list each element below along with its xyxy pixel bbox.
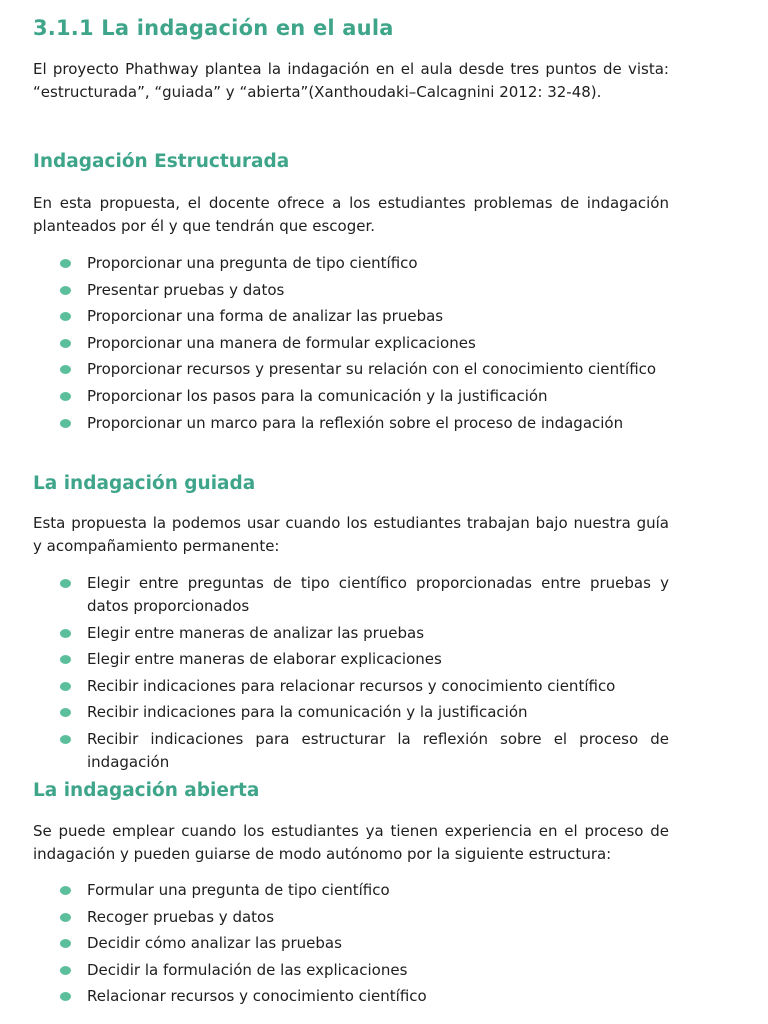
bullet-dot-icon: [60, 735, 71, 744]
list-item: Proporcionar recursos y presentar su relación con el conocimiento científico: [33, 358, 669, 381]
bullet-dot-icon: [60, 682, 71, 691]
list-item: Elegir entre maneras de analizar las pruebas: [33, 622, 669, 645]
bullet-dot-icon: [60, 579, 71, 588]
bullet-dot-icon: [60, 365, 71, 374]
bullet-dot-icon: [60, 992, 71, 1001]
list-item: Recibir indicaciones para estructurar la reflexión sobre el proceso de indagación: [33, 728, 669, 774]
bullet-dot-icon: [60, 312, 71, 321]
list-item: Elegir entre maneras de elaborar explicaciones: [33, 648, 669, 671]
section-heading-estructurada: Indagación Estructurada: [33, 151, 290, 172]
list-item: Recoger pruebas y datos: [33, 906, 669, 929]
bullet-list-abierta: [33, 879, 669, 1012]
section-description-abierta: Se puede emplear cuando los estudiantes ya tienen experiencia en el proceso de indagación y pueden guiarse de modo autónomo por la siguiente estructura:: [33, 822, 669, 863]
bullet-dot-icon: [60, 939, 71, 948]
bullet-dot-icon: [60, 259, 71, 268]
list-item: Proporcionar una forma de analizar las pruebas: [33, 305, 669, 328]
list-item: Recibir indicaciones para relacionar recursos y conocimiento científico: [33, 675, 669, 698]
list-item: Formular una pregunta de tipo científico: [33, 879, 669, 902]
section-description-guiada: Esta propuesta la podemos usar cuando los estudiantes trabajan bajo nuestra guía y acompañamiento permanente:: [33, 514, 669, 555]
bullet-list-estructurada: [33, 252, 669, 438]
list-item: Proporcionar un marco para la reflexión sobre el proceso de indagación: [33, 412, 669, 435]
bullet-list-guiada: [33, 572, 669, 778]
bullet-dot-icon: [60, 708, 71, 717]
list-item: Relacionar recursos y conocimiento científico: [33, 985, 669, 1008]
section-description-estructurada: En esta propuesta, el docente ofrece a los estudiantes problemas de indagación planteados por él y que tendrán que escoger.: [33, 194, 669, 235]
section-heading-guiada: La indagación guiada: [33, 473, 256, 494]
bullet-dot-icon: [60, 655, 71, 664]
page-title: 3.1.1 La indagación en el aula: [33, 16, 394, 40]
list-item: Decidir la formulación de las explicaciones: [33, 959, 669, 982]
list-item: Decidir cómo analizar las pruebas: [33, 932, 669, 955]
list-item: Presentar pruebas y datos: [33, 279, 669, 302]
bullet-dot-icon: [60, 913, 71, 922]
list-item: Proporcionar una manera de formular explicaciones: [33, 332, 669, 355]
bullet-dot-icon: [60, 886, 71, 895]
section-heading-abierta: La indagación abierta: [33, 780, 260, 801]
intro-paragraph: El proyecto Phathway plantea la indagación en el aula desde tres puntos de vista: “estructurada”, “guiada” y “abierta”(Xanthoudaki–Calcagnini 2012: 32-48).: [33, 60, 669, 101]
list-item: Recibir indicaciones para la comunicación y la justificación: [33, 701, 669, 724]
bullet-dot-icon: [60, 286, 71, 295]
list-item: Proporcionar los pasos para la comunicación y la justificación: [33, 385, 669, 408]
bullet-dot-icon: [60, 966, 71, 975]
bullet-dot-icon: [60, 419, 71, 428]
list-item: Proporcionar una pregunta de tipo científico: [33, 252, 669, 275]
bullet-dot-icon: [60, 339, 71, 348]
bullet-dot-icon: [60, 629, 71, 638]
list-item: Elegir entre preguntas de tipo científico proporcionadas entre pruebas y datos proporcionados: [33, 572, 669, 618]
bullet-dot-icon: [60, 392, 71, 401]
